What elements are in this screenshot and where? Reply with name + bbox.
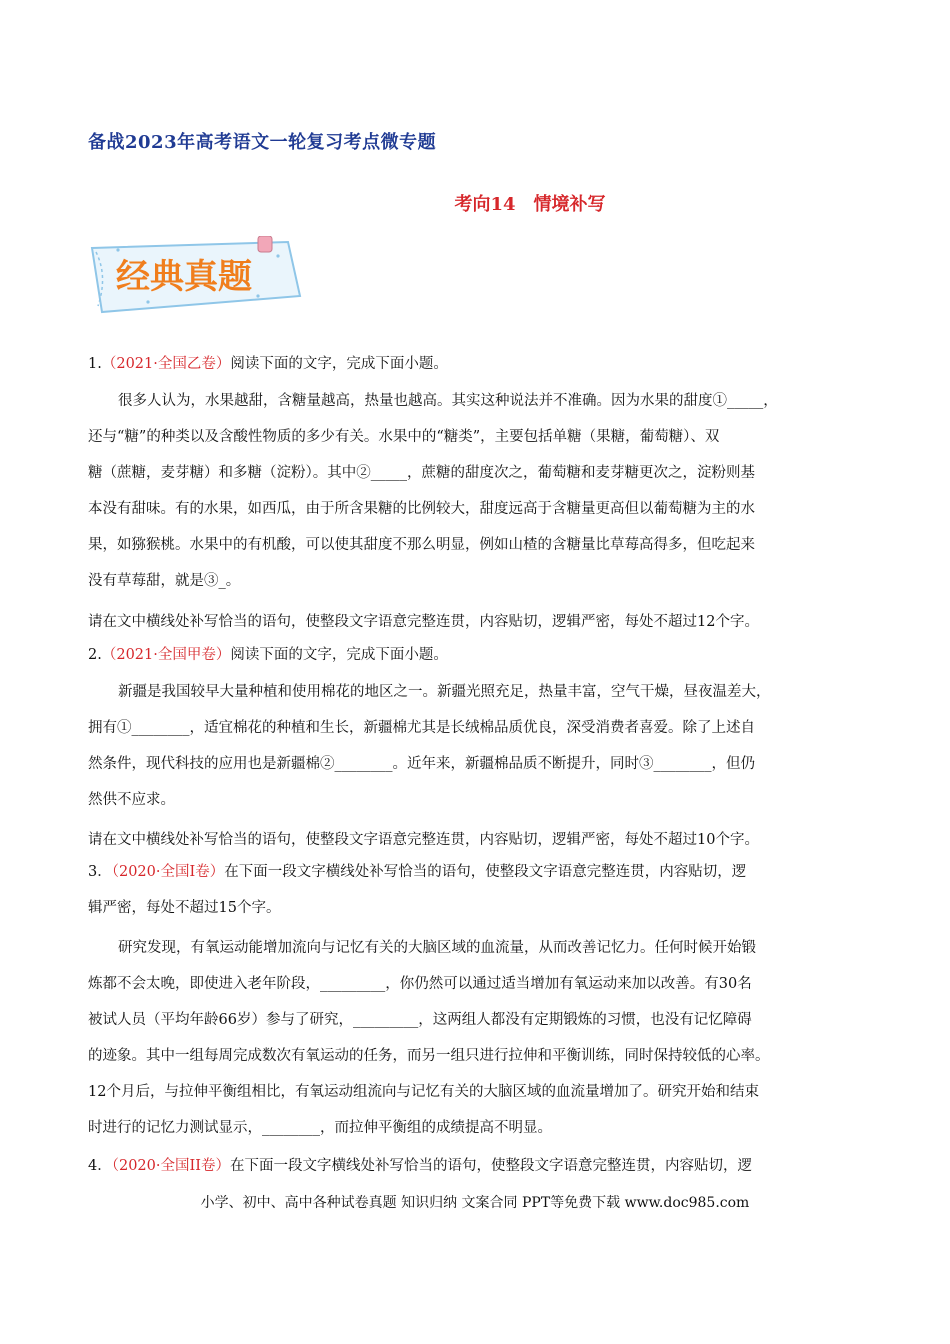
- question-2-instruction: 请在文中横线处补写恰当的语句，使整段文字语意完整连贯，内容贴切，逻辑严密，每处不超过10个字。: [88, 832, 759, 848]
- question-4-number: 4．: [88, 1158, 112, 1174]
- question-4-source: （2020·全国II卷）: [111, 1158, 230, 1174]
- document-title: 备战2023年高考语文一轮复习考点微专题: [88, 132, 437, 153]
- question-2-number: 2.: [88, 647, 102, 663]
- passage-line: 果，如猕猴桃。水果中的有机酸，可以使其甜度不那么明显，例如山楂的含糖量比草莓高得多，但吃起来: [88, 537, 755, 553]
- question-4-header: [88, 1156, 752, 1176]
- question-3-prompt-cont: 辑严密，每处不超过15个字。: [88, 900, 281, 916]
- question-3-number: 3．: [88, 864, 112, 880]
- passage-line: 然条件，现代科技的应用也是新疆棉②________。近年来，新疆棉品质不断提升，同时③________，但仍: [88, 756, 755, 772]
- passage-line: 拥有①________，适宜棉花的种植和生长，新疆棉尤其是长绒棉品质优良，深受消费者喜爱。除了上述自: [88, 720, 755, 736]
- topic-title-text: 考向14 情境补写: [454, 194, 606, 215]
- question-3-passage: [88, 930, 868, 1146]
- question-1-number: 1.: [88, 356, 102, 372]
- question-1-prompt: 阅读下面的文字，完成下面小题。: [230, 356, 448, 372]
- classic-questions-banner: [88, 236, 306, 316]
- question-3-header: [88, 862, 746, 882]
- question-3-prompt: 在下面一段文字横线处补写恰当的语句，使整段文字语意完整连贯，内容贴切，逻: [224, 864, 747, 880]
- passage-line: 时进行的记忆力测试显示，________，而拉伸平衡组的成绩提高不明显。: [88, 1120, 552, 1136]
- question-1-passage: [88, 383, 868, 599]
- banner-label: 经典真题: [116, 257, 252, 297]
- question-1-header: [88, 354, 448, 374]
- passage-line: 炼都不会太晚，即使进入老年阶段，_________，你仍然可以通过适当增加有氧运动来加以改善。有30名: [88, 976, 752, 992]
- topic-title: [0, 190, 950, 216]
- passage-line: 被试人员（平均年龄66岁）参与了研究，_________，这两组人都没有定期锻炼的习惯，也没有记忆障碍: [88, 1012, 752, 1028]
- page-footer: 小学、初中、高中各种试卷真题 知识归纳 文案合同 PPT等免费下载 www.doc985.com: [200, 1195, 750, 1211]
- question-2-source: （2021·全国甲卷）: [101, 647, 231, 663]
- passage-line: 没有草莓甜，就是③_。: [88, 573, 241, 589]
- passage-line: 的迹象。其中一组每周完成数次有氧运动的任务，而另一组只进行拉伸和平衡训练，同时保持较低的心率。: [88, 1048, 770, 1064]
- question-2-passage: [88, 674, 868, 818]
- question-1-source: （2021·全国乙卷）: [101, 356, 231, 372]
- passage-line: 然供不应求。: [88, 792, 175, 808]
- banner-graphic: [88, 236, 306, 316]
- question-2-header: [88, 645, 448, 665]
- question-4-prompt: 在下面一段文字横线处补写恰当的语句，使整段文字语意完整连贯，内容贴切，逻: [229, 1158, 752, 1174]
- passage-line: 新疆是我国较早大量种植和使用棉花的地区之一。新疆光照充足，热量丰富，空气干燥，昼夜温差大，: [118, 684, 771, 700]
- question-3-source: （2020·全国I卷）: [111, 864, 225, 880]
- passage-line: 本没有甜味。有的水果，如西瓜，由于所含果糖的比例较大，甜度远高于含糖量更高但以葡萄糖为主的水: [88, 501, 755, 517]
- passage-line: 12个月后，与拉伸平衡组相比，有氧运动组流向与记忆有关的大脑区域的血流量增加了。研究开始和结束: [88, 1084, 759, 1100]
- question-1-instruction: 请在文中横线处补写恰当的语句，使整段文字语意完整连贯，内容贴切，逻辑严密，每处不超过12个字。: [88, 614, 759, 630]
- passage-line: 糖（蔗糖，麦芽糖）和多糖（淀粉）。其中②_____，蔗糖的甜度次之，葡萄糖和麦芽糖更次之，淀粉则基: [88, 465, 755, 481]
- question-2-prompt: 阅读下面的文字，完成下面小题。: [230, 647, 448, 663]
- passage-line: 很多人认为，水果越甜，含糖量越高，热量也越高。其实这种说法并不准确。因为水果的甜度①_____，: [118, 393, 778, 409]
- passage-line: 还与“糖”的种类以及含酸性物质的多少有关。水果中的“糖类”，主要包括单糖（果糖，葡萄糖）、双: [88, 429, 720, 445]
- passage-line: 研究发现，有氧运动能增加流向与记忆有关的大脑区域的血流量，从而改善记忆力。任何时候开始锻: [118, 940, 756, 956]
